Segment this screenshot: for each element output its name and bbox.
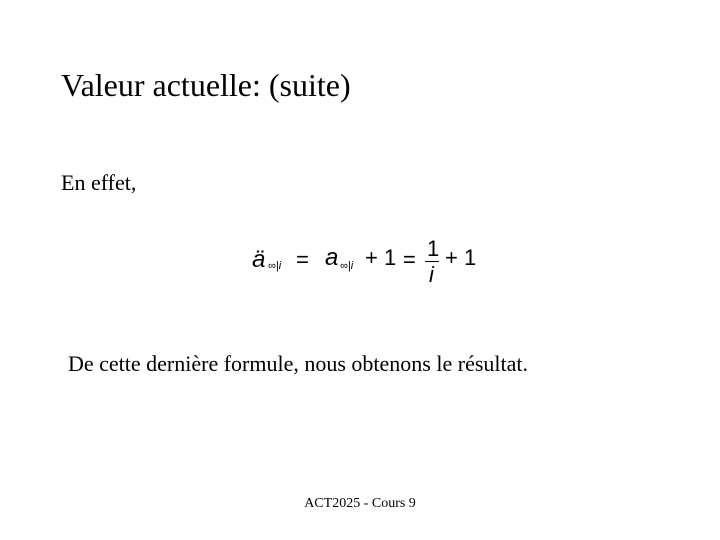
formula-lhs-symbol: ä: [252, 246, 266, 273]
conclusion-text: De cette dernière formule, nous obtenons le résultat.: [68, 351, 529, 376]
slide-title: Valeur actuelle: (suite): [61, 67, 351, 103]
formula-rhs-symbol: a: [325, 244, 339, 271]
formula: [248, 236, 488, 292]
formula-rhs-subscript: ∞|i: [340, 260, 354, 272]
formula-plus-one: + 1: [365, 245, 397, 270]
formula-fraction-denominator: i: [429, 262, 434, 287]
formula-tail: + 1: [445, 245, 477, 270]
formula-equals-2: =: [403, 247, 416, 272]
intro-text: En effet,: [61, 170, 137, 195]
formula-fraction-numerator: 1: [427, 236, 440, 261]
formula-lhs-subscript: ∞|i: [268, 260, 282, 272]
slide-footer: ACT2025 - Cours 9: [304, 496, 416, 511]
formula-equals: =: [296, 247, 309, 272]
